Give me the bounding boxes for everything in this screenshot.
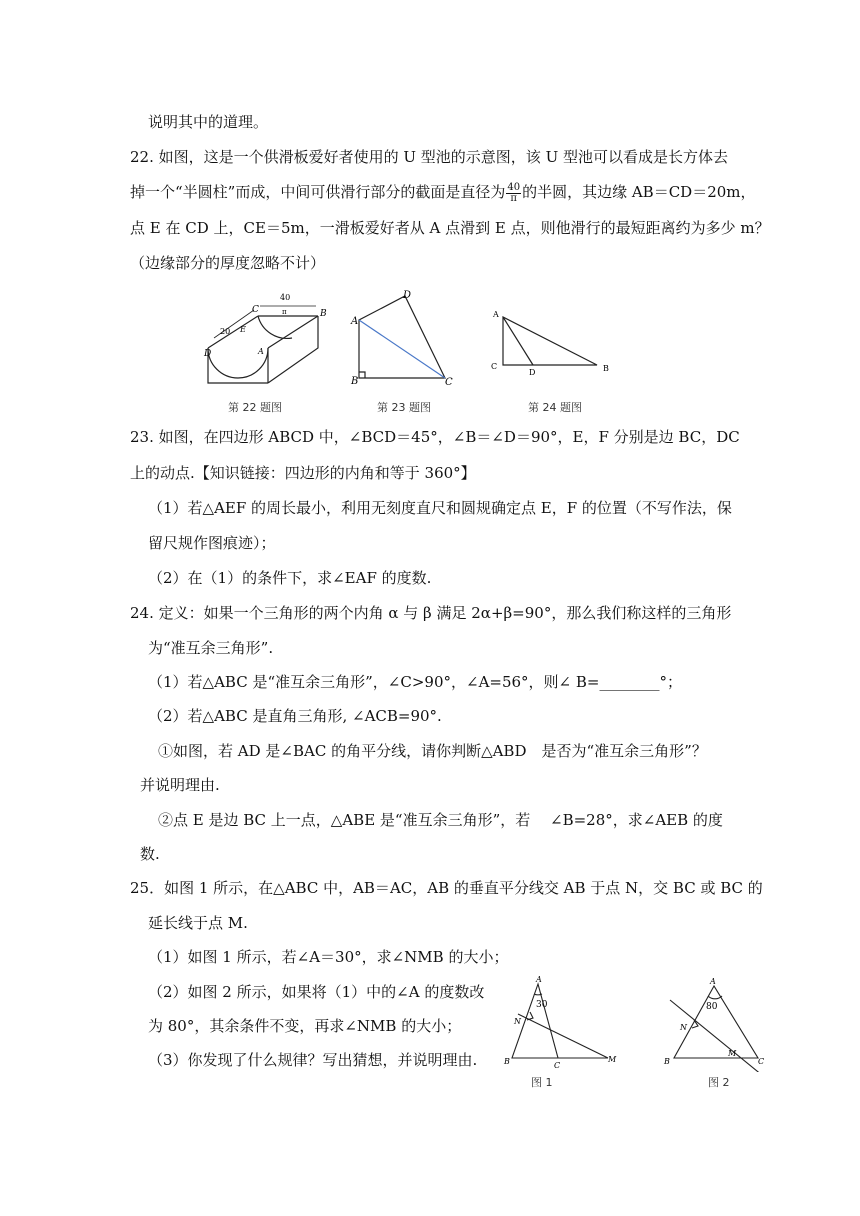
question-22-line: （边缘部分的厚度忽略不计） (130, 254, 326, 272)
question-25-line: 延长线于点 M. (148, 914, 248, 932)
question-22-line: 22. 如图，这是一个供滑板爱好者使用的 U 型池的示意图，该 U 型池可以看成是长方体去 (130, 148, 728, 166)
fraction-40-over-pi: $\frac{40}{\pi}$ (507, 181, 521, 204)
question-25-line: （1）如图 1 所示，若∠A＝30°，求∠NMB 的大小； (148, 948, 509, 966)
fig25-2-label-a: A (710, 977, 716, 986)
figure-22-caption: 第 22 题图 (228, 401, 282, 414)
figure-25-1-caption: 图 1 (531, 1076, 553, 1089)
fig23-label-d: D (403, 290, 412, 301)
fig25-2-angle: 80 (706, 1002, 718, 1012)
fig24-label-d: D (529, 368, 536, 375)
fig25-1-angle: 30 (536, 1000, 548, 1010)
text-line: 说明其中的道理。 (148, 113, 269, 131)
question-23-line: 留尺规作图痕迹）； (148, 534, 276, 552)
question-24-line: 并说明理由. (140, 776, 220, 794)
question-25-line: 25．如图 1 所示，在△ABC 中，AB＝AC，AB 的垂直平分线交 AB 于点 N，交 BC 或 BC 的 (130, 879, 763, 897)
fig25-2-label-m: M (728, 1049, 737, 1058)
fig22-label-pi: π (282, 308, 287, 316)
fig23-label-b: B (351, 376, 359, 387)
question-25-line: 为 80°，其余条件不变，再求∠NMB 的大小； (148, 1017, 462, 1035)
q22-text: 的半圆，其边缘 AB＝CD＝20m， (522, 183, 756, 201)
question-25-line: （2）如图 2 所示，如果将（1）中的∠A 的度数改 (148, 983, 485, 1001)
q22-text: 掉一个“半圆柱”而成，中间可供滑行部分的截面是直径为 (130, 183, 506, 201)
fig22-label-20: 20 (220, 327, 231, 336)
question-24-line: 24. 定义：如果一个三角形的两个内角 α 与 β 满足 2α+β=90°，那么我们称这样的三角形 (130, 604, 732, 622)
question-23-line: 23. 如图，在四边形 ABCD 中，∠BCD＝45°，∠B＝∠D＝90°，E，F 分别是边 BC，DC (130, 428, 740, 446)
figure-25-1-triangle (500, 972, 620, 1072)
question-24-line: （2）若△ABC 是直角三角形, ∠ACB=90°. (148, 707, 442, 725)
question-23-line: （2）在（1）的条件下，求∠EAF 的度数. (148, 569, 432, 587)
fig25-2-label-b: B (664, 1057, 670, 1066)
question-24-line: 数. (140, 845, 160, 863)
question-24-line: ①如图，若 AD 是∠BAC 的角平分线，请你判断△ABD 是否为“准互余三角形”？ (158, 742, 707, 760)
question-25-line: （3）你发现了什么规律？写出猜想，并说明理由. (148, 1051, 478, 1069)
fig22-label-c: C (252, 305, 259, 315)
fig23-label-c: C (445, 377, 453, 388)
fig22-label-a: A (258, 347, 264, 356)
fig22-label-b: B (320, 309, 327, 319)
fig23-label-a: A (351, 316, 359, 327)
question-23-line: 上的动点.【知识链接：四边形的内角和等于 360°】 (130, 464, 476, 482)
fig24-label-c: C (491, 362, 498, 371)
question-24-line: 为“准互余三角形”. (148, 639, 274, 657)
fig25-1-label-n: N (514, 1017, 521, 1026)
question-22-line (130, 182, 756, 204)
figure-23-caption: 第 23 题图 (377, 401, 431, 414)
question-24-line: （1）若△ABC 是“准互余三角形”，∠C>90°，∠A=56°，则∠ B=________°； (148, 673, 682, 691)
question-23-line: （1）若△AEF 的周长最小，利用无刻度直尺和圆规确定点 E，F 的位置（不写作法，保 (148, 499, 732, 517)
fig22-label-40: 40 (280, 293, 291, 302)
figure-25-2-triangle (660, 972, 780, 1072)
fig24-label-a: A (493, 310, 499, 319)
figure-23-quadrilateral (345, 288, 455, 388)
fig25-1-label-a: A (536, 975, 542, 984)
fig24-label-b: B (603, 364, 609, 373)
fig25-2-label-c: C (758, 1057, 765, 1066)
fig25-1-label-c: C (554, 1061, 561, 1070)
question-22-line: 点 E 在 CD 上，CE＝5m，一滑板爱好者从 A 点滑到 E 点，则他滑行的最短距离约为多少 m？ (130, 219, 770, 237)
fig25-1-label-m: M (608, 1055, 617, 1064)
fig22-label-d: D (204, 349, 212, 359)
fig25-1-label-b: B (504, 1057, 510, 1066)
figure-24-triangle (485, 305, 615, 375)
figure-24-caption: 第 24 题图 (528, 401, 582, 414)
question-24-line: ②点 E 是边 BC 上一点，△ABE 是“准互余三角形”，若 ∠B=28°，求∠AEB 的度 (158, 811, 723, 829)
fig23-diagonal-ac (359, 320, 445, 378)
figure-22-u-pool (200, 288, 340, 388)
fig25-2-label-n: N (680, 1023, 687, 1032)
fig22-label-e: E (240, 325, 246, 334)
figure-25-2-caption: 图 2 (708, 1076, 730, 1089)
